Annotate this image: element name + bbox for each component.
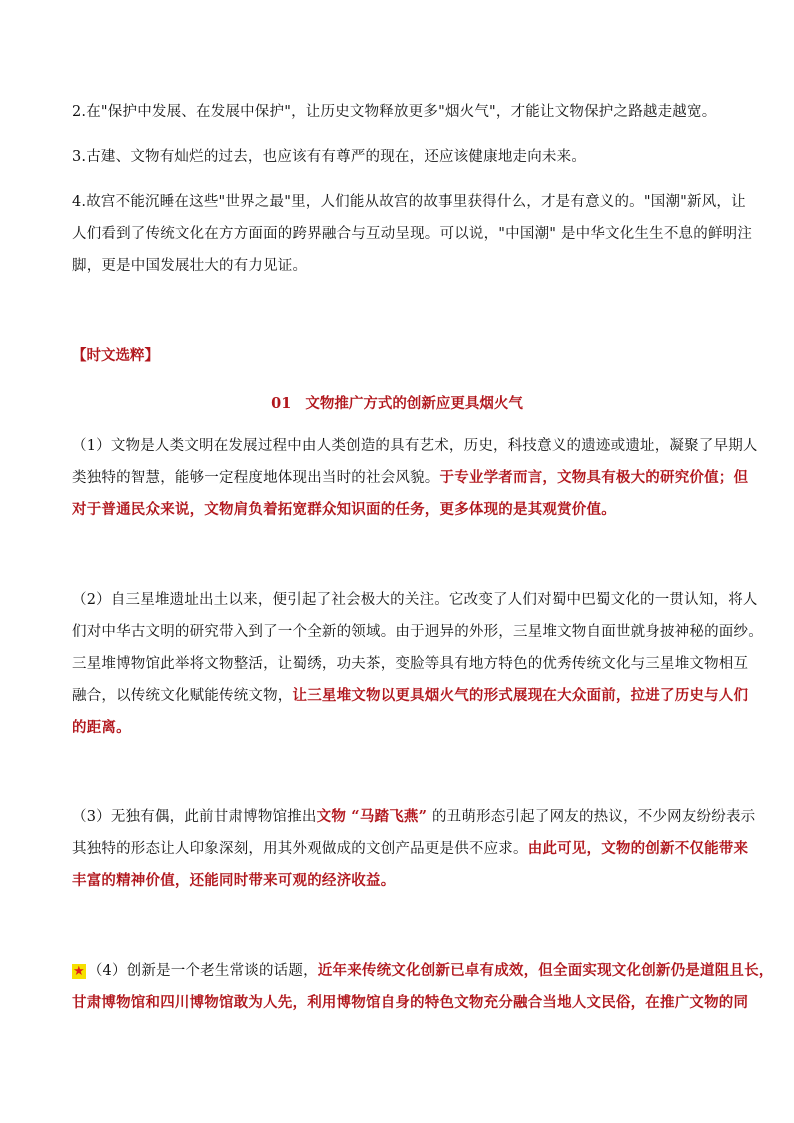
paragraph-3-text: （3）无独有偶，此前甘肃博物馆推出 [72,809,317,825]
paragraph-2-line-1: （2）自三星堆遗址出土以来，便引起了社会极大的关注。它改变了人们对蜀中巴蜀文化的一贯认知，将人 [72,592,758,608]
paragraph-4-line-1 [72,955,774,988]
paragraph-2-line-2: 们对中华古文明的研究带入到了一个全新的领域。由于迥异的外形，三星堆文物自面世就身披神秘的面纱。 [72,624,763,640]
paragraph-4-line-2: 甘肃博物馆和四川博物馆敢为人先，利用博物馆自身的特色文物充分融合当地人文民俗，在推广文物的同 [72,994,749,1011]
paragraph-4-text: （4）创新是一个老生常谈的话题， [87,963,318,979]
paragraph-4-highlight: 近年来传统文化创新已卓有成效，但全面实现文化创新仍是道阻且长， [317,962,774,979]
paragraph-3-text-cont: 的丑萌形态引起了网友的热议，不少网友纷纷表示 [427,809,756,825]
intro-point-4-line-1: 4.故宫不能沉睡在这些"世界之最"里，人们能从故宫的故事里获得什么，才是有意义的。"国潮"新风，让 [72,194,746,210]
section-tag: 【时文选粹】 [72,347,159,364]
paragraph-1-line-3: 对于普通民众来说，文物肩负着拓宽群众知识面的任务，更多体现的是其观赏价值。 [72,501,616,518]
paragraph-3-highlight: 由此可见，文物的创新不仅能带来 [527,840,749,857]
paragraph-2-line-5: 的距离。 [72,719,131,736]
paragraph-3-line-2 [72,833,749,865]
paragraph-3-line-3: 丰富的精神价值，还能同时带来可观的经济收益。 [72,872,396,889]
paragraph-1-text: 类独特的智慧，能够一定程度地体现出当时的社会风貌。 [72,470,440,486]
paragraph-3-artifact-name: 文物 “马踏飞燕” [316,808,428,825]
paragraph-2-text: 融合，以传统文化赋能传统文物， [72,688,293,704]
paragraph-3-line-1 [72,801,756,833]
paragraph-2-line-4 [72,680,749,712]
article-number: 01 [271,395,292,412]
paragraph-1-highlight: 于专业学者而言，文物具有极大的研究价值；但 [439,469,749,486]
paragraph-3-text-2: 其独特的形态让人印象深刻，用其外观做成的文创产品更是供不应求。 [72,841,528,857]
intro-point-4-line-3: 脚，更是中国发展壮大的有力见证。 [72,258,308,274]
article-title-text: 文物推广方式的创新应更具烟火气 [305,395,523,412]
paragraph-2-line-3: 三星堆博物馆此举将文物整活，让蜀绣，功夫茶，变脸等具有地方特色的优秀传统文化与三星堆文物相互 [72,656,749,672]
intro-point-4-line-2: 人们看到了传统文化在方方面面的跨界融合与互动呈现。可以说，"中国潮" 是中华文化生生不息的鲜明注 [72,226,753,242]
paragraph-1-line-2 [72,462,749,494]
paragraph-2-highlight: 让三星堆文物以更具烟火气的形式展现在大众面前，拉进了历史与人们 [292,687,749,704]
intro-point-2: 2.在"保护中发展、在发展中保护"，让历史文物释放更多"烟火气"，才能让文物保护之路越走越宽。 [72,104,717,120]
article-title [0,392,794,413]
paragraph-1-line-1: （1）文物是人类文明在发展过程中由人类创造的具有艺术，历史，科技意义的遗迹或遗址，凝聚了早期人 [72,438,758,454]
intro-point-3: 3.古建、文物有灿烂的过去，也应该有有尊严的现在，还应该健康地走向未来。 [72,149,587,165]
star-icon: ★ [73,964,85,979]
